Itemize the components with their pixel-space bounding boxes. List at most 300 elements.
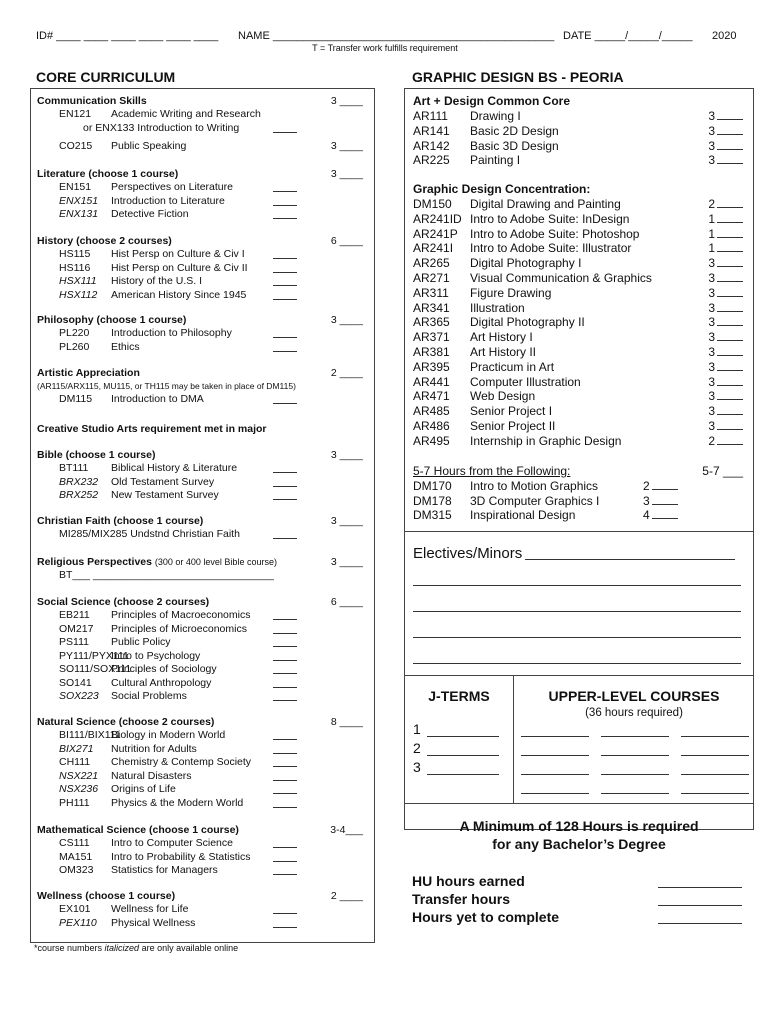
hours-blank[interactable]	[717, 139, 743, 150]
core-section	[37, 596, 367, 704]
course-blank[interactable]	[273, 917, 297, 928]
core-section-hours[interactable]: 3 ____	[330, 556, 363, 568]
course-code: ENX151	[59, 194, 99, 207]
course-title: American History Since 1945	[111, 288, 247, 301]
hours-value: 2	[708, 197, 715, 211]
course-blank[interactable]	[273, 262, 297, 273]
major-course-hours[interactable]	[708, 271, 743, 286]
major-course-title: Basic 2D Design	[470, 123, 559, 138]
hours-value: 1	[708, 211, 715, 226]
core-section-title-text: Philosophy (choose 1 course)	[37, 314, 187, 326]
course-title: Academic Writing and Research	[111, 108, 261, 120]
course-blank[interactable]	[273, 327, 297, 338]
course-blank[interactable]	[273, 393, 297, 404]
hours-blank[interactable]	[717, 330, 743, 341]
major-course-hours[interactable]	[708, 124, 743, 139]
hours-blank[interactable]	[717, 375, 743, 386]
major-course-hours[interactable]	[708, 315, 743, 330]
course-code: EB211	[59, 609, 90, 621]
course-blank[interactable]	[273, 195, 297, 206]
core-section	[37, 367, 367, 407]
course-code: OM323	[59, 864, 94, 876]
electives-field[interactable]	[525, 545, 735, 560]
major-course-title: Senior Project I	[470, 404, 553, 419]
course-row	[37, 275, 367, 289]
hours-value: 3	[643, 493, 650, 508]
course-code: BRX232	[59, 475, 99, 488]
upper-level-blank[interactable]	[521, 745, 589, 756]
major-course-hours[interactable]	[708, 227, 743, 242]
course-row	[37, 729, 367, 743]
course-blank[interactable]	[273, 837, 297, 848]
major-course-row	[413, 212, 747, 227]
major-course-code: AR495	[413, 433, 450, 448]
course-code: HSX111	[59, 275, 97, 287]
hours-blank[interactable]	[717, 315, 743, 326]
course-code: ENX131	[59, 208, 99, 220]
core-section-title-text: Social Science (choose 2 courses)	[37, 596, 210, 608]
major-course-code: AR311	[413, 285, 449, 300]
major-course-hours[interactable]	[643, 508, 678, 523]
core-section-hours[interactable]: 3 ____	[330, 449, 363, 461]
course-title: Detective Fiction	[111, 208, 189, 220]
upper-level-blank[interactable]	[521, 764, 589, 775]
major-course-title: Drawing I	[470, 109, 521, 123]
core-section	[37, 95, 367, 135]
jterm-blank[interactable]	[427, 740, 499, 756]
course-code: SOX223	[59, 690, 99, 702]
course-row	[37, 783, 367, 797]
hours-value: 2	[708, 433, 715, 448]
major-course-code: AR241ID	[413, 211, 462, 226]
course-row	[37, 122, 367, 136]
course-row	[37, 489, 367, 503]
major-course-code: AR271	[413, 270, 450, 285]
core-section-title	[37, 515, 367, 528]
id-field-label[interactable]: ID# ____ ____ ____ ____ ____ ____	[36, 30, 219, 42]
course-blank[interactable]	[273, 528, 297, 539]
core-section-hours[interactable]: 2 ____	[330, 890, 363, 902]
hours-blank[interactable]	[717, 360, 743, 371]
course-row	[37, 208, 367, 222]
major-course-hours[interactable]	[643, 479, 678, 494]
major-course-title: Intro to Adobe Suite: Photoshop	[470, 226, 640, 241]
name-field-label[interactable]: NAME ______________________________________________	[238, 30, 555, 42]
hours-blank[interactable]	[717, 153, 743, 164]
course-code: PY111/PYX111	[59, 649, 129, 662]
hours-blank[interactable]	[717, 434, 743, 445]
core-section-title-text: Artistic Appreciation	[37, 367, 140, 379]
major-course-title: Intro to Motion Graphics	[470, 478, 599, 493]
course-code: PS111	[59, 636, 89, 648]
core-section-title-text: Christian Faith (choose 1 course)	[37, 515, 204, 527]
hours-value: 3	[708, 270, 715, 285]
course-title: Principles of Macroeconomics	[111, 609, 251, 621]
course-title: Natural Disasters	[111, 769, 192, 782]
major-course-row	[413, 508, 747, 523]
major-course-title: Intro to Adobe Suite: InDesign	[470, 211, 630, 226]
major-course-row	[413, 404, 747, 419]
core-section-hours[interactable]: 3 ____	[330, 515, 363, 527]
core-section-hours[interactable]: 3 ____	[330, 314, 363, 326]
hours-value: 3	[708, 344, 715, 359]
hours-summary-row	[412, 890, 746, 908]
major-course-title: Illustration	[470, 300, 525, 315]
core-section-title	[37, 556, 367, 569]
major-course-hours[interactable]	[643, 494, 678, 509]
core-section-hours[interactable]: 2 ____	[330, 367, 363, 379]
course-code: EX101	[59, 903, 91, 915]
core-section	[37, 515, 367, 542]
jterm-number: 2	[413, 740, 421, 756]
course-code: BT___ _______________________________	[59, 569, 274, 581]
major-course-code: DM150	[413, 197, 452, 211]
course-blank[interactable]	[273, 623, 297, 634]
hours-value: 3	[708, 404, 715, 419]
hours-blank[interactable]	[717, 212, 743, 223]
course-row	[37, 528, 367, 542]
major-course-row	[413, 330, 747, 345]
hours-summary-label: Hours yet to complete	[412, 909, 560, 925]
course-title: History of the U.S. I	[111, 275, 203, 287]
course-row	[37, 140, 367, 154]
core-section-title-text: Communication Skills	[37, 95, 147, 107]
jterm-row[interactable]	[413, 721, 503, 738]
hours-blank[interactable]	[717, 197, 743, 208]
hours-summary-blank[interactable]	[658, 872, 742, 888]
core-section	[37, 890, 367, 930]
major-course-hours[interactable]	[708, 286, 743, 301]
hours-value: 4	[643, 508, 650, 523]
hours-blank[interactable]	[717, 241, 743, 252]
hours-blank[interactable]	[717, 256, 743, 267]
course-blank[interactable]	[273, 122, 297, 133]
core-curriculum-title: CORE CURRICULUM	[36, 69, 176, 85]
course-blank[interactable]	[273, 476, 297, 487]
major-course-hours[interactable]	[708, 197, 743, 212]
electives-label: Electives/Minors	[413, 545, 523, 562]
core-curriculum-panel	[30, 88, 375, 943]
major-course-title: Web Design	[470, 389, 536, 404]
hours-value: 3	[708, 389, 715, 404]
course-row	[37, 851, 367, 865]
major-course-code: AR485	[413, 404, 450, 419]
course-blank[interactable]	[273, 462, 297, 473]
major-course-hours[interactable]	[708, 375, 743, 390]
course-blank[interactable]	[273, 783, 297, 794]
major-course-row	[413, 197, 747, 212]
jterm-row[interactable]	[413, 759, 503, 776]
course-row	[37, 903, 367, 917]
major-course-row	[413, 271, 747, 286]
course-blank[interactable]	[273, 797, 297, 808]
hours-value: 3	[708, 315, 715, 330]
course-row	[37, 770, 367, 784]
course-code: HS115	[59, 248, 91, 260]
course-blank[interactable]	[273, 903, 297, 914]
major-course-code: AR486	[413, 418, 450, 433]
hours-summary-row	[412, 872, 746, 890]
hours-blank[interactable]	[717, 404, 743, 415]
core-section	[37, 716, 367, 810]
major-course-code: DM315	[413, 508, 452, 523]
major-course-hours[interactable]	[708, 153, 743, 168]
course-code: EN151	[59, 181, 92, 193]
jterm-blank[interactable]	[427, 721, 499, 737]
hours-blank[interactable]	[717, 109, 743, 120]
hours-blank[interactable]	[717, 286, 743, 297]
major-course-hours[interactable]	[708, 360, 743, 375]
hours-value: 3	[708, 138, 715, 153]
course-blank[interactable]	[273, 743, 297, 754]
hours-blank[interactable]	[717, 301, 743, 312]
hours-blank[interactable]	[717, 271, 743, 282]
major-course-title: Practicum in Art	[470, 359, 555, 374]
course-blank[interactable]	[273, 289, 297, 300]
hours-blank[interactable]	[717, 419, 743, 430]
course-blank[interactable]	[273, 248, 297, 259]
course-row	[37, 327, 367, 341]
course-blank[interactable]	[273, 729, 297, 740]
course-title: Cultural Anthropology	[111, 676, 212, 689]
core-section	[37, 556, 367, 583]
course-title: Principles of Microeconomics	[111, 622, 247, 635]
course-blank[interactable]	[273, 864, 297, 875]
common-core-section	[413, 94, 747, 168]
upper-level-blank[interactable]	[681, 783, 749, 794]
major-course-row	[413, 389, 747, 404]
course-title: Public Speaking	[111, 140, 187, 152]
course-code: NSX236	[59, 783, 99, 795]
course-code: NSX221	[59, 769, 99, 782]
upper-level-title: UPPER-LEVEL COURSES	[548, 688, 720, 704]
course-title: Hist Persp on Culture & Civ I	[111, 248, 245, 260]
upper-level-blank[interactable]	[601, 783, 669, 794]
upper-level-blank[interactable]	[681, 745, 749, 756]
course-blank[interactable]	[273, 636, 297, 647]
jterm-blank[interactable]	[427, 759, 499, 775]
course-title: Physics & the Modern World	[111, 796, 244, 809]
course-title: Hist Persp on Culture & Civ II	[111, 261, 248, 274]
core-section-title-text: Religious Perspectives	[37, 556, 152, 568]
core-section-title	[37, 449, 367, 462]
major-course-hours[interactable]	[708, 301, 743, 316]
course-code: PH111	[59, 796, 90, 809]
course-row	[37, 743, 367, 757]
major-course-code: AR371	[413, 330, 450, 345]
core-section-title	[37, 235, 367, 248]
upper-level-blank[interactable]	[601, 745, 669, 756]
core-section-title	[37, 314, 367, 327]
course-title: Physical Wellness	[111, 916, 196, 929]
major-course-code: AR225	[413, 153, 450, 168]
core-section-title	[37, 824, 367, 837]
course-blank[interactable]	[273, 677, 297, 688]
jterm-number: 1	[413, 721, 421, 737]
major-course-row	[413, 315, 747, 330]
hours-blank[interactable]	[717, 227, 743, 238]
course-row	[37, 756, 367, 770]
major-course-hours[interactable]	[708, 212, 743, 227]
major-course-title: Internship in Graphic Design	[470, 433, 622, 448]
hours-blank[interactable]	[717, 345, 743, 356]
major-course-code: AR111	[413, 109, 448, 123]
major-course-hours[interactable]	[708, 256, 743, 271]
jterms-title: J-TERMS	[428, 688, 490, 704]
major-course-title: Art History II	[470, 344, 537, 359]
course-title: Perspectives on Literature	[111, 181, 233, 193]
course-blank[interactable]	[273, 770, 297, 781]
major-course-code: AR141	[413, 123, 450, 138]
core-section-title	[37, 168, 367, 181]
concentration-title: Graphic Design Concentration:	[413, 182, 591, 196]
course-title: Intro to Psychology	[111, 649, 201, 662]
course-row	[37, 569, 367, 583]
core-section-hours[interactable]: 3-4___	[330, 824, 363, 836]
major-course-row	[413, 434, 747, 449]
course-title: Intro to Probability & Statistics	[111, 850, 251, 863]
concentration-section	[413, 182, 747, 449]
major-course-code: DM170	[413, 478, 452, 493]
core-section-title	[37, 596, 367, 609]
upper-level-blank[interactable]	[521, 726, 589, 737]
core-section-hours[interactable]: 6 ____	[330, 235, 363, 247]
hours-summary	[412, 872, 746, 926]
course-blank[interactable]	[273, 609, 297, 620]
course-row	[37, 650, 367, 664]
core-section-hours[interactable]: 3 ____	[330, 95, 363, 107]
upper-level-blank[interactable]	[521, 783, 589, 794]
major-course-row	[413, 241, 747, 256]
course-blank[interactable]	[273, 756, 297, 767]
course-blank[interactable]	[273, 208, 297, 219]
core-section-hours[interactable]: 8 ____	[330, 716, 363, 728]
course-title: Introduction to Literature	[111, 194, 225, 207]
course-code: HSX112	[59, 288, 98, 301]
hours-blank[interactable]	[717, 389, 743, 400]
hours-blank[interactable]	[652, 508, 678, 519]
core-section	[37, 140, 367, 154]
major-course-hours[interactable]	[708, 404, 743, 419]
major-course-code: AR441	[413, 374, 450, 389]
major-course-hours[interactable]	[708, 109, 743, 124]
major-course-code: AR381	[413, 344, 450, 359]
major-course-row	[413, 345, 747, 360]
major-course-title: Visual Communication & Graphics	[470, 270, 652, 285]
core-section-hours[interactable]: 3 ____	[330, 140, 363, 152]
major-course-hours[interactable]	[708, 241, 743, 256]
course-blank[interactable]	[273, 851, 297, 862]
hours-blank[interactable]	[717, 124, 743, 135]
common-core-title: Art + Design Common Core	[413, 94, 571, 108]
upper-level-blank[interactable]	[681, 764, 749, 775]
major-course-hours[interactable]	[708, 330, 743, 345]
major-course-hours[interactable]	[708, 139, 743, 154]
course-code: BIX271	[59, 742, 94, 755]
core-section-hours[interactable]: 6 ____	[330, 596, 363, 608]
course-blank[interactable]	[273, 181, 297, 192]
course-code: PL220	[59, 327, 90, 339]
course-blank[interactable]	[273, 489, 297, 500]
course-row	[37, 663, 367, 677]
upper-level-blank[interactable]	[601, 764, 669, 775]
course-title: New Testament Survey	[111, 489, 219, 501]
course-blank[interactable]	[273, 650, 297, 661]
major-course-row	[413, 153, 747, 168]
core-section-hours[interactable]: 3 ____	[330, 168, 363, 180]
course-row	[37, 864, 367, 878]
major-course-code: DM178	[413, 493, 452, 508]
major-course-row	[413, 494, 747, 509]
electives-line-2[interactable]	[413, 597, 741, 612]
course-blank[interactable]	[273, 275, 297, 286]
course-title: Origins of Life	[111, 783, 176, 795]
major-course-hours[interactable]	[708, 345, 743, 360]
core-section-title-text: Creative Studio Arts requirement met in major	[37, 423, 267, 435]
major-course-row	[413, 375, 747, 390]
upper-level-blank[interactable]	[681, 726, 749, 737]
online-footnote: *course numbers italicized are only available online	[34, 943, 239, 953]
course-title: Chemistry & Contemp Society	[111, 756, 252, 768]
major-course-code: AR241I	[413, 241, 454, 256]
course-code: MA151	[59, 850, 93, 863]
major-course-hours[interactable]	[708, 389, 743, 404]
major-course-row	[413, 139, 747, 154]
hours-summary-blank[interactable]	[658, 908, 742, 924]
hours-value: 3	[708, 153, 715, 168]
course-title: Social Problems	[111, 690, 187, 702]
course-row	[37, 262, 367, 276]
hours-value: 2	[643, 478, 650, 493]
course-code: EN121	[59, 108, 92, 120]
upper-level-blank[interactable]	[601, 726, 669, 737]
major-course-row	[413, 256, 747, 271]
course-row	[37, 393, 367, 407]
hours-value: 3	[708, 123, 715, 138]
course-row	[37, 636, 367, 650]
core-section-title-text: Wellness (choose 1 course)	[37, 890, 176, 902]
following-hours[interactable]: 5-7 ___	[702, 464, 743, 478]
hours-summary-blank[interactable]	[658, 890, 742, 906]
electives-line-1[interactable]	[413, 571, 741, 586]
course-title: Nutrition for Adults	[111, 742, 197, 755]
hours-blank[interactable]	[652, 479, 678, 490]
course-blank[interactable]	[273, 341, 297, 352]
following-title: 5-7 Hours from the Following:	[413, 464, 571, 478]
major-course-hours[interactable]	[708, 419, 743, 434]
course-row	[37, 837, 367, 851]
course-title: Ethics	[111, 340, 140, 353]
course-code: BRX252	[59, 489, 99, 501]
electives-line-3[interactable]	[413, 623, 741, 638]
course-row	[37, 690, 367, 704]
core-section	[37, 824, 367, 878]
core-section-title-text: Mathematical Science (choose 1 course)	[37, 824, 239, 836]
hours-value: 3	[708, 330, 715, 345]
major-course-title: Digital Drawing and Painting	[470, 197, 621, 211]
course-row	[37, 476, 367, 490]
course-blank[interactable]	[273, 663, 297, 674]
major-course-hours[interactable]	[708, 434, 743, 449]
hours-blank[interactable]	[652, 494, 678, 505]
course-code: DM115	[59, 393, 93, 405]
major-course-row	[413, 109, 747, 124]
date-field-label[interactable]: DATE _____/_____/_____	[563, 30, 693, 42]
electives-line-4[interactable]	[413, 649, 741, 664]
jterm-row[interactable]	[413, 740, 503, 757]
course-blank[interactable]	[273, 690, 297, 701]
course-row	[37, 677, 367, 691]
